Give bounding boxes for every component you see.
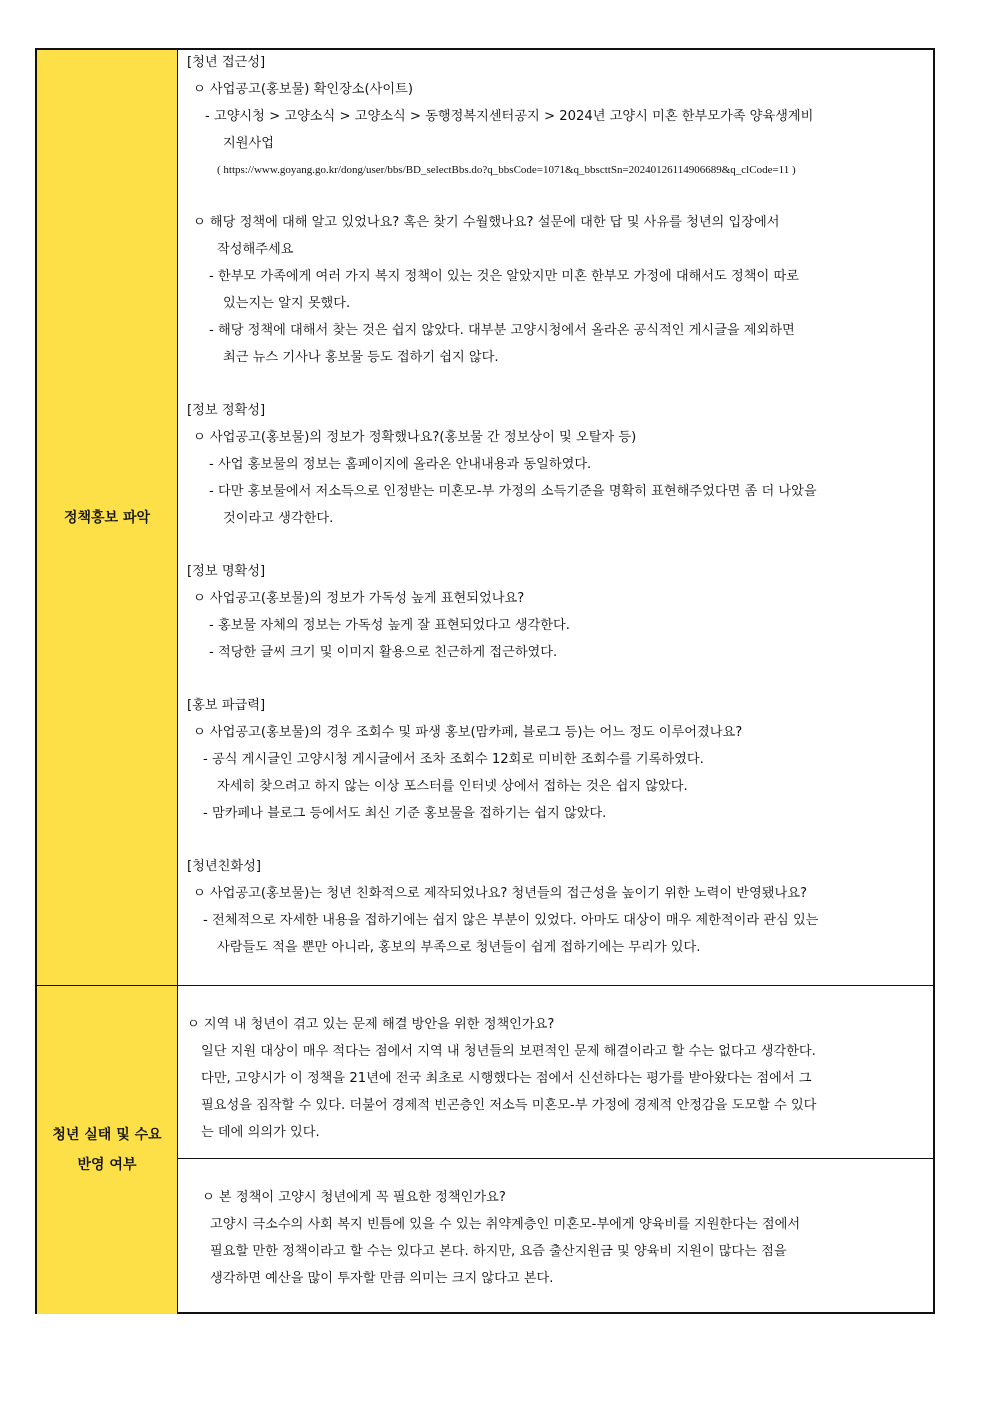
answer-line: 고양시 극소수의 사회 복지 빈틈에 있을 수 있는 취약계층인 미혼모-부에게 양육비를 지원한다는 점에서 (210, 1217, 801, 1232)
answer-line: - 맘카페나 블로그 등에서도 최신 기준 홍보물을 접하기는 쉽지 않았다. (203, 806, 607, 821)
source-url: ( https://www.goyang.go.kr/dong/user/bbs/BD_selectBbs.do?q_bbsCode=1071&q_bbscttSn=20240126114906689&q_clCode=11 ) (217, 164, 796, 176)
answer-line: - 해당 정책에 대해서 찾는 것은 쉽지 않았다. 대부분 고양시청에서 올라온 공식적인 게시글을 제외하면 (209, 323, 795, 338)
answer-line: - 공식 게시글인 고양시청 게시글에서 조차 조회수 12회로 미비한 조회수를 기록하였다. (203, 752, 704, 767)
block-heading: [청년 접근성] (187, 55, 266, 70)
answer-line: 최근 뉴스 기사나 홍보물 등도 접하기 쉽지 않다. (223, 350, 499, 365)
block-heading: [홍보 파급력] (187, 698, 266, 713)
question: ㅇ 사업공고(홍보물)의 정보가 정확했나요?(홍보물 간 정보상이 및 오탈자 등) (193, 430, 637, 445)
section2-q1 (187, 1011, 816, 1146)
answer-line: 자세히 찾으려고 하지 않는 이상 포스터를 인터넷 상에서 접하는 것은 쉽지 않았다. (217, 779, 688, 794)
evaluation-table (35, 48, 935, 1314)
section2-label-cell (37, 986, 178, 1314)
section2-label (52, 1120, 161, 1180)
question: ㅇ 사업공고(홍보물)의 경우 조회수 및 파생 홍보(맘카페, 블로그 등)는 어느 정도 이루어졌나요? (193, 725, 743, 740)
question: ㅇ 사업공고(홍보물)는 청년 친화적으로 제작되었나요? 청년들의 접근성을 높이기 위한 노력이 반영됐나요? (193, 886, 807, 901)
answer-line: - 한부모 가족에게 여러 가지 복지 정책이 있는 것은 알았지만 미혼 한부모 가정에 대해서도 정책이 따로 (209, 269, 799, 284)
answer-line: 것이라고 생각한다. (223, 511, 334, 526)
section2-label-line2: 반영 여부 (77, 1157, 137, 1173)
question: ㅇ 본 정책이 고양시 청년에게 꼭 필요한 정책인가요? (202, 1190, 506, 1205)
answer-line: 필요성을 짐작할 수 있다. 더불어 경제적 빈곤층인 저소득 미혼모-부 가정에 경제적 안정감을 도모할 수 있다 (201, 1098, 817, 1113)
block-heading: [정보 정확성] (187, 403, 266, 418)
section1-label-cell (37, 50, 178, 986)
answer-line: - 다만 홍보물에서 저소득으로 인정받는 미혼모-부 가정의 소득기준을 명확히 표현해주었다면 좀 더 나았을 (209, 484, 817, 499)
sub-row-divider (178, 1158, 933, 1159)
answer-line: 필요할 만한 정책이라고 할 수는 있다고 본다. 하지만, 요즘 출산지원금 및 양육비 지원이 많다는 점을 (210, 1244, 787, 1259)
question: ㅇ 사업공고(홍보물)의 정보가 가독성 높게 표현되었나요? (193, 591, 525, 606)
answer-line: - 전체적으로 자세한 내용을 접하기에는 쉽지 않은 부분이 있었다. 아마도 대상이 매우 제한적이라 관심 있는 (203, 913, 819, 928)
answer-line: 지원사업 (223, 136, 274, 151)
block-heading: [청년친화성] (187, 859, 261, 874)
section2-label-line1: 청년 실태 및 수요 (52, 1127, 162, 1143)
answer-line: 일단 지원 대상이 매우 적다는 점에서 지역 내 청년들의 보편적인 문제 해결이라고 할 수는 없다고 생각한다. (201, 1044, 816, 1059)
answer-line: - 적당한 글씨 크기 및 이미지 활용으로 친근하게 접근하였다. (209, 645, 558, 660)
answer-line: 있는지는 알지 못했다. (223, 296, 351, 311)
answer-line: - 사업 홍보물의 정보는 홈페이지에 올라온 안내내용과 동일하였다. (209, 457, 592, 472)
section1-label: 정책홍보 파악 (63, 510, 151, 526)
answer-line: - 고양시청 > 고양소식 > 고양소식 > 동행정복지센터공지 > 2024년 고양시 미혼 한부모가족 양육생계비 (205, 109, 814, 124)
question: ㅇ 사업공고(홍보물) 확인장소(사이트) (193, 82, 414, 97)
answer-line: 생각하면 예산을 많이 투자할 만큼 의미는 크지 않다고 본다. (210, 1271, 554, 1286)
question-cont: 작성해주세요 (217, 242, 294, 257)
question: ㅇ 해당 정책에 대해 알고 있었나요? 혹은 찾기 수월했나요? 설문에 대한 답 및 사유를 청년의 입장에서 (193, 215, 780, 230)
answer-line: 는 데에 의의가 있다. (201, 1125, 320, 1140)
answer-line: 다만, 고양시가 이 정책을 21년에 전국 최초로 시행했다는 점에서 신선하다는 평가를 받아왔다는 점에서 그 (201, 1071, 812, 1086)
question: ㅇ 지역 내 청년이 겪고 있는 문제 해결 방안을 위한 정책인가요? (187, 1017, 555, 1032)
section2-q2 (202, 1184, 800, 1292)
section1-content (187, 49, 818, 961)
answer-line: 사람들도 적을 뿐만 아니라, 홍보의 부족으로 청년들이 쉽게 접하기에는 무리가 있다. (217, 940, 701, 955)
answer-line: - 홍보물 자체의 정보는 가독성 높게 잘 표현되었다고 생각한다. (209, 618, 570, 633)
row-divider (37, 985, 933, 986)
block-heading: [정보 명확성] (187, 564, 266, 579)
